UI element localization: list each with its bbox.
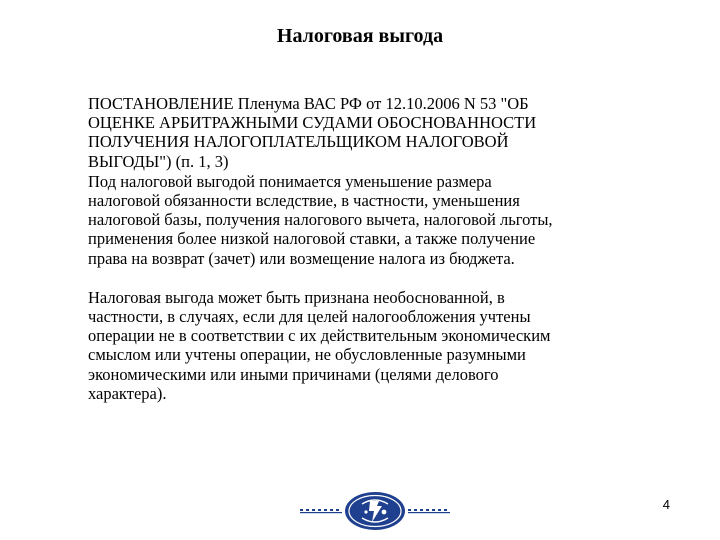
definition-paragraph: Под налоговой выгодой понимается уменьшение размера налоговой обязанности вследствие, в частности, уменьшения налоговой базы, получения налогового вычета, налоговой льготы, применения более низкой налоговой ставки, а также получение права на возврат (зачет) или возмещение налога из бюджета.	[88, 171, 553, 268]
emblem-logo-icon	[300, 490, 450, 532]
unjustified-benefit-paragraph: Налоговая выгода может быть признана необоснованной, в частности, в случаях, если для целей налогообложения учтены операции не в соответствии с их действительным экономическим смыслом или учтены операции, не обусловленные разумными экономическими или иными причинами (целями делового характера).	[88, 287, 551, 403]
resolution-reference: ПОСТАНОВЛЕНИЕ Пленума ВАС РФ от 12.10.2006 N 53 "ОБ ОЦЕНКЕ АРБИТРАЖНЫМИ СУДАМИ ОБОСНОВАННОСТИ ПОЛУЧЕНИЯ НАЛОГОПЛАТЕЛЬЩИКОМ НАЛОГОВОЙ ВЫГОДЫ") (п. 1, 3)	[88, 94, 537, 171]
slide-title: Налоговая выгода	[276, 25, 444, 47]
page-number: 4	[662, 497, 670, 512]
slide-body	[88, 94, 668, 403]
